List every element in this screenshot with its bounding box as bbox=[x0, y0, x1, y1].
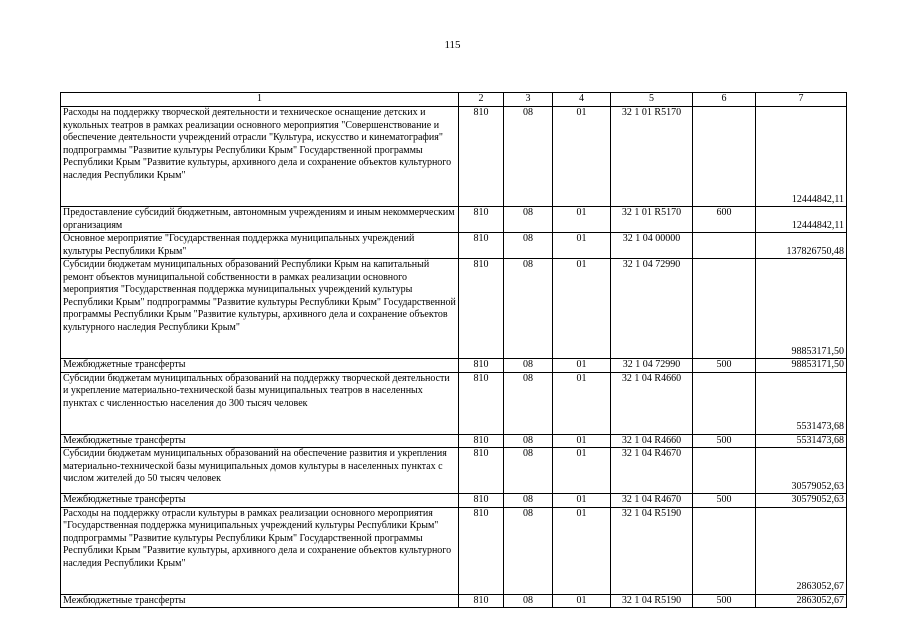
row-ministry-code-cell: 810 bbox=[459, 359, 504, 373]
row-section-code-cell: 08 bbox=[504, 372, 553, 434]
row-name-cell: Субсидии бюджетам муниципальных образований на обеспечение развития и укрепления материально-технической базы муниципальных домов культуры в населенных пунктах с числом жителей до 50 тысяч человек bbox=[61, 448, 459, 494]
row-section-code-cell: 08 bbox=[504, 233, 553, 259]
row-subsection-code-cell: 01 bbox=[553, 359, 611, 373]
row-ministry-code-cell: 810 bbox=[459, 448, 504, 494]
row-amount-cell: 30579052,63 bbox=[756, 448, 847, 494]
row-amount-cell: 12444842,11 bbox=[756, 207, 847, 233]
row-expense-type-cell bbox=[693, 448, 756, 494]
row-expense-type-cell: 500 bbox=[693, 594, 756, 608]
row-subsection-code-cell: 01 bbox=[553, 372, 611, 434]
table-row bbox=[61, 359, 847, 373]
header-cell-6: 6 bbox=[693, 93, 756, 107]
page-number: 115 bbox=[444, 39, 461, 51]
row-expense-type-cell bbox=[693, 259, 756, 359]
row-section-code-cell: 08 bbox=[504, 434, 553, 448]
row-ministry-code-cell: 810 bbox=[459, 507, 504, 594]
row-target-article-cell: 32 1 04 R4660 bbox=[611, 372, 693, 434]
row-ministry-code-cell: 810 bbox=[459, 494, 504, 508]
row-amount-cell: 137826750,48 bbox=[756, 233, 847, 259]
budget-table bbox=[60, 92, 847, 608]
row-expense-type-cell bbox=[693, 507, 756, 594]
row-expense-type-cell bbox=[693, 372, 756, 434]
table-row bbox=[61, 259, 847, 359]
row-target-article-cell: 32 1 04 R5190 bbox=[611, 594, 693, 608]
row-amount-cell: 98853171,50 bbox=[756, 359, 847, 373]
row-subsection-code-cell: 01 bbox=[553, 107, 611, 207]
row-ministry-code-cell: 810 bbox=[459, 594, 504, 608]
row-name-cell: Предоставление субсидий бюджетным, автономным учреждениям и иным некоммерческим организациям bbox=[61, 207, 459, 233]
header-cell-3: 3 bbox=[504, 93, 553, 107]
table-row bbox=[61, 372, 847, 434]
row-name-cell: Расходы на поддержку отрасли культуры в рамках реализации основного мероприятия "Государственная поддержка муниципальных учреждений культуры Республики Крым" подпрограммы "Развитие культуры Республики Крым" Государственной программы Республики Крым "Развитие культуры, архивного дела и сохранение объектов культурного наследия Республики Крым" bbox=[61, 507, 459, 594]
row-expense-type-cell: 600 bbox=[693, 207, 756, 233]
table-header-row bbox=[61, 93, 847, 107]
row-section-code-cell: 08 bbox=[504, 494, 553, 508]
row-subsection-code-cell: 01 bbox=[553, 507, 611, 594]
row-amount-cell: 5531473,68 bbox=[756, 372, 847, 434]
row-ministry-code-cell: 810 bbox=[459, 107, 504, 207]
row-target-article-cell: 32 1 01 R5170 bbox=[611, 107, 693, 207]
row-section-code-cell: 08 bbox=[504, 448, 553, 494]
row-expense-type-cell: 500 bbox=[693, 494, 756, 508]
row-amount-cell: 2863052,67 bbox=[756, 507, 847, 594]
row-name-cell: Субсидии бюджетам муниципальных образований на поддержку творческой деятельности и укрепление материально-технической базы муниципальных театров в населенных пунктах с численностью населения до 300 тысяч человек bbox=[61, 372, 459, 434]
row-expense-type-cell: 500 bbox=[693, 434, 756, 448]
row-name-cell: Межбюджетные трансферты bbox=[61, 434, 459, 448]
row-name-cell: Межбюджетные трансферты bbox=[61, 594, 459, 608]
row-subsection-code-cell: 01 bbox=[553, 434, 611, 448]
row-name-cell: Межбюджетные трансферты bbox=[61, 359, 459, 373]
row-ministry-code-cell: 810 bbox=[459, 434, 504, 448]
header-cell-5: 5 bbox=[611, 93, 693, 107]
table-row bbox=[61, 507, 847, 594]
row-subsection-code-cell: 01 bbox=[553, 448, 611, 494]
row-section-code-cell: 08 bbox=[504, 594, 553, 608]
row-amount-cell: 5531473,68 bbox=[756, 434, 847, 448]
row-subsection-code-cell: 01 bbox=[553, 594, 611, 608]
row-ministry-code-cell: 810 bbox=[459, 372, 504, 434]
table-row bbox=[61, 448, 847, 494]
row-target-article-cell: 32 1 04 72990 bbox=[611, 359, 693, 373]
row-target-article-cell: 32 1 04 R4670 bbox=[611, 494, 693, 508]
row-section-code-cell: 08 bbox=[504, 359, 553, 373]
row-name-cell: Субсидии бюджетам муниципальных образований Республики Крым на капитальный ремонт объектов муниципальной собственности в рамках реализации основного мероприятия "Государственная поддержка муниципальных учреждений культуры Республики Крым" подпрограммы "Развитие культуры Республики Крым" Государственной программы Республики Крым "Развитие культуры, архивного дела и сохранение объектов культурного наследия Республики Крым" bbox=[61, 259, 459, 359]
row-target-article-cell: 32 1 04 00000 bbox=[611, 233, 693, 259]
row-subsection-code-cell: 01 bbox=[553, 259, 611, 359]
row-section-code-cell: 08 bbox=[504, 507, 553, 594]
row-name-cell: Расходы на поддержку творческой деятельности и техническое оснащение детских и кукольных театров в рамках реализации основного мероприятия "Совершенствование и обеспечение деятельности учреждений отрасли "Культура, искусство и кинематография" подпрограммы "Развитие культуры Республики Крым" Государственной программы Республики Крым "Развитие культуры, архивного дела и сохранение объектов культурного наследия Республики Крым" bbox=[61, 107, 459, 207]
row-amount-cell: 30579052,63 bbox=[756, 494, 847, 508]
row-amount-cell: 98853171,50 bbox=[756, 259, 847, 359]
row-ministry-code-cell: 810 bbox=[459, 233, 504, 259]
row-section-code-cell: 08 bbox=[504, 107, 553, 207]
row-ministry-code-cell: 810 bbox=[459, 207, 504, 233]
row-expense-type-cell: 500 bbox=[693, 359, 756, 373]
row-target-article-cell: 32 1 04 R5190 bbox=[611, 507, 693, 594]
row-target-article-cell: 32 1 04 R4670 bbox=[611, 448, 693, 494]
row-amount-cell: 12444842,11 bbox=[756, 107, 847, 207]
row-subsection-code-cell: 01 bbox=[553, 207, 611, 233]
header-cell-4: 4 bbox=[553, 93, 611, 107]
row-subsection-code-cell: 01 bbox=[553, 233, 611, 259]
header-cell-7: 7 bbox=[756, 93, 847, 107]
header-cell-1: 1 bbox=[61, 93, 459, 107]
row-target-article-cell: 32 1 01 R5170 bbox=[611, 207, 693, 233]
row-section-code-cell: 08 bbox=[504, 259, 553, 359]
row-name-cell: Основное мероприятие "Государственная поддержка муниципальных учреждений культуры Республики Крым" bbox=[61, 233, 459, 259]
header-cell-2: 2 bbox=[459, 93, 504, 107]
table-row bbox=[61, 107, 847, 207]
row-expense-type-cell bbox=[693, 107, 756, 207]
table-row bbox=[61, 207, 847, 233]
row-expense-type-cell bbox=[693, 233, 756, 259]
row-amount-cell: 2863052,67 bbox=[756, 594, 847, 608]
row-target-article-cell: 32 1 04 72990 bbox=[611, 259, 693, 359]
table-row bbox=[61, 434, 847, 448]
row-target-article-cell: 32 1 04 R4660 bbox=[611, 434, 693, 448]
table-row bbox=[61, 594, 847, 608]
row-subsection-code-cell: 01 bbox=[553, 494, 611, 508]
table-row bbox=[61, 233, 847, 259]
row-ministry-code-cell: 810 bbox=[459, 259, 504, 359]
row-name-cell: Межбюджетные трансферты bbox=[61, 494, 459, 508]
table-row bbox=[61, 494, 847, 508]
row-section-code-cell: 08 bbox=[504, 207, 553, 233]
